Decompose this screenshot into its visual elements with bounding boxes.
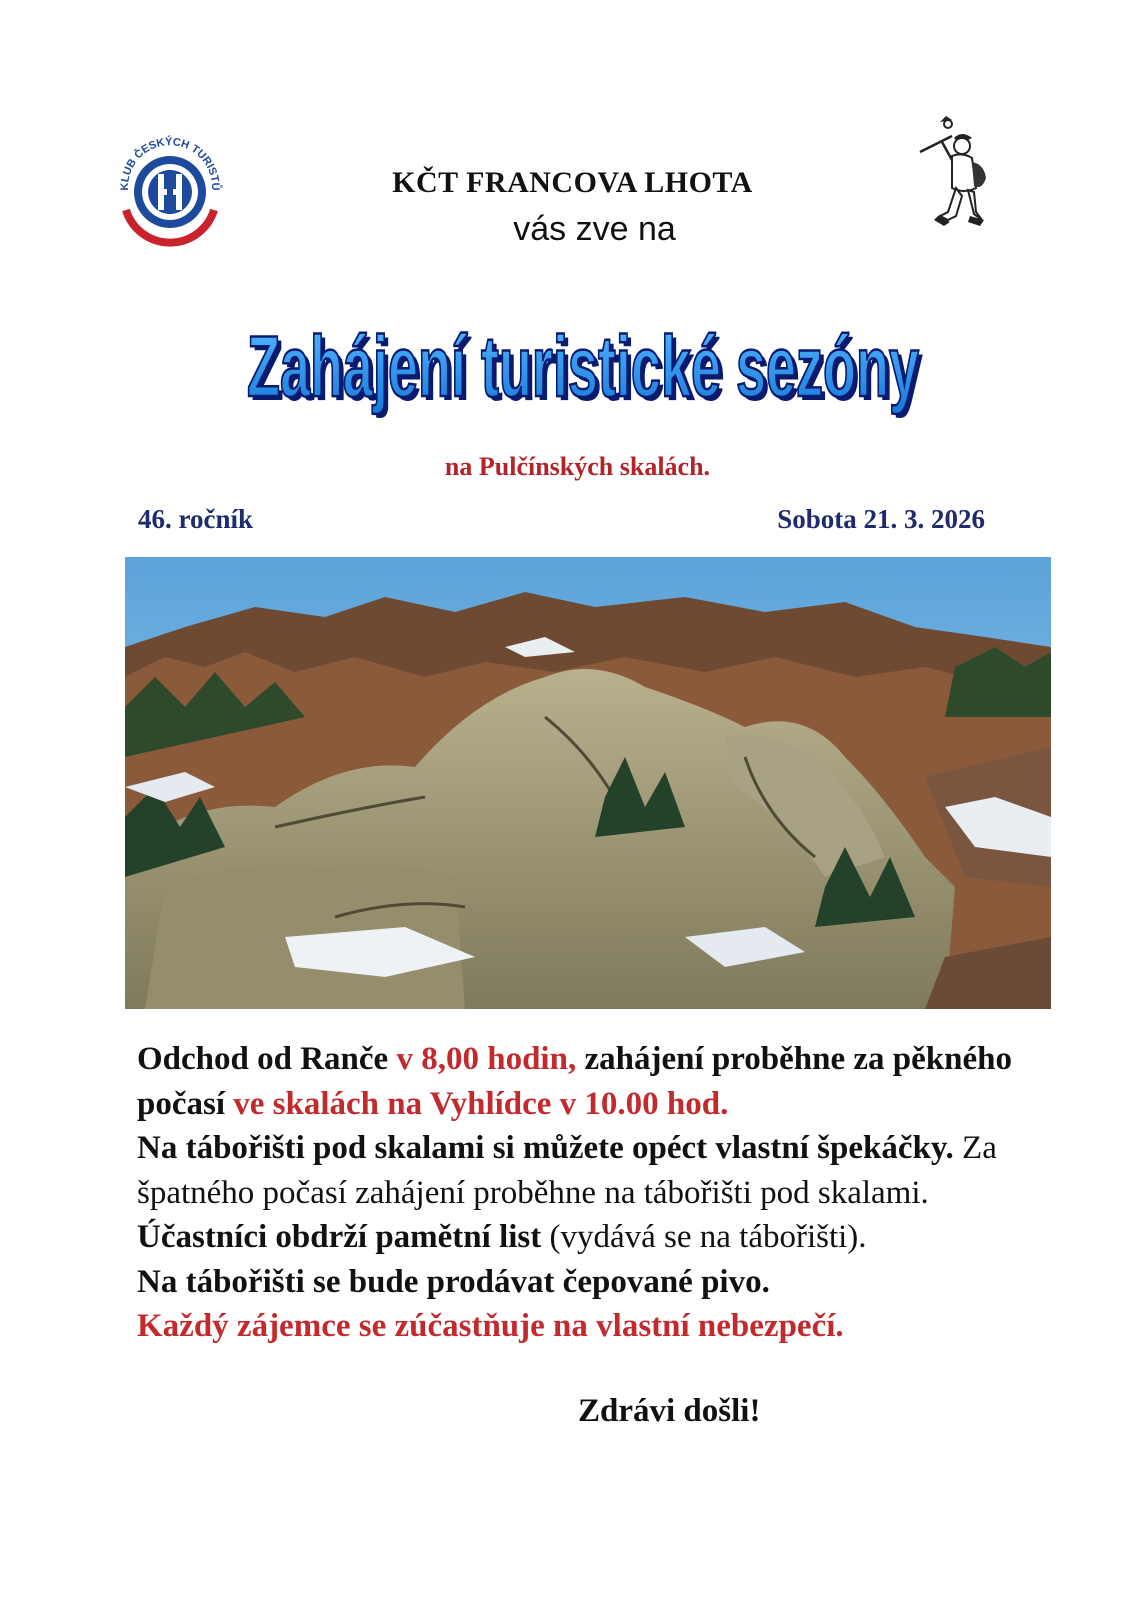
opening-condition: zahájení proběhne za pěkného počasí (137, 1041, 1012, 1122)
rock-formation-photo (125, 557, 1051, 1009)
title-text: Zahájení turistické sezóny (247, 319, 920, 415)
campsite-paragraph (137, 1126, 1037, 1215)
beer-note: Na tábořišti se bude prodávat čepované pivo. (137, 1263, 770, 1300)
certificate-note: Účastníci obdrží pamětní list (137, 1219, 542, 1255)
risk-warning: Každý zájemce se zúčastňuje na vlastní nebezpečí. (137, 1308, 844, 1344)
organization-name: KČT FRANCOVA LHOTA (392, 166, 753, 199)
farewell-text: Zdrávi došli! (578, 1393, 761, 1429)
campsite-sausages: Na tábořišti pod skalami si můžete opéct vlastní špekáčky. (137, 1130, 954, 1166)
certificate-paragraph (137, 1215, 1037, 1260)
bad-weather-note: Za špatného počasí zahájení proběhne na tábořišti pod skalami. (137, 1130, 997, 1211)
logo-text: KLUB ČESKÝCH TURISTŮ (118, 136, 222, 191)
event-description (137, 1037, 1037, 1349)
event-title (238, 290, 928, 428)
departure-paragraph (137, 1037, 1037, 1126)
event-place: na Pulčínských skalách. (444, 452, 711, 481)
departure-place: Odchod od Ranče (137, 1041, 397, 1077)
event-date: Sobota 21. 3. 2026 (777, 504, 985, 534)
title-shadow: Zahájení turistické sezóny (251, 323, 924, 419)
invite-text: vás zve na (513, 210, 676, 248)
event-edition: 46. ročník (138, 504, 254, 534)
departure-time: v 8,00 hodin, (396, 1041, 577, 1077)
opening-location-time: ve skalách na Vyhlídce v 10.00 hod. (233, 1085, 729, 1122)
certificate-location: (vydává se na tábořišti). (541, 1219, 867, 1255)
